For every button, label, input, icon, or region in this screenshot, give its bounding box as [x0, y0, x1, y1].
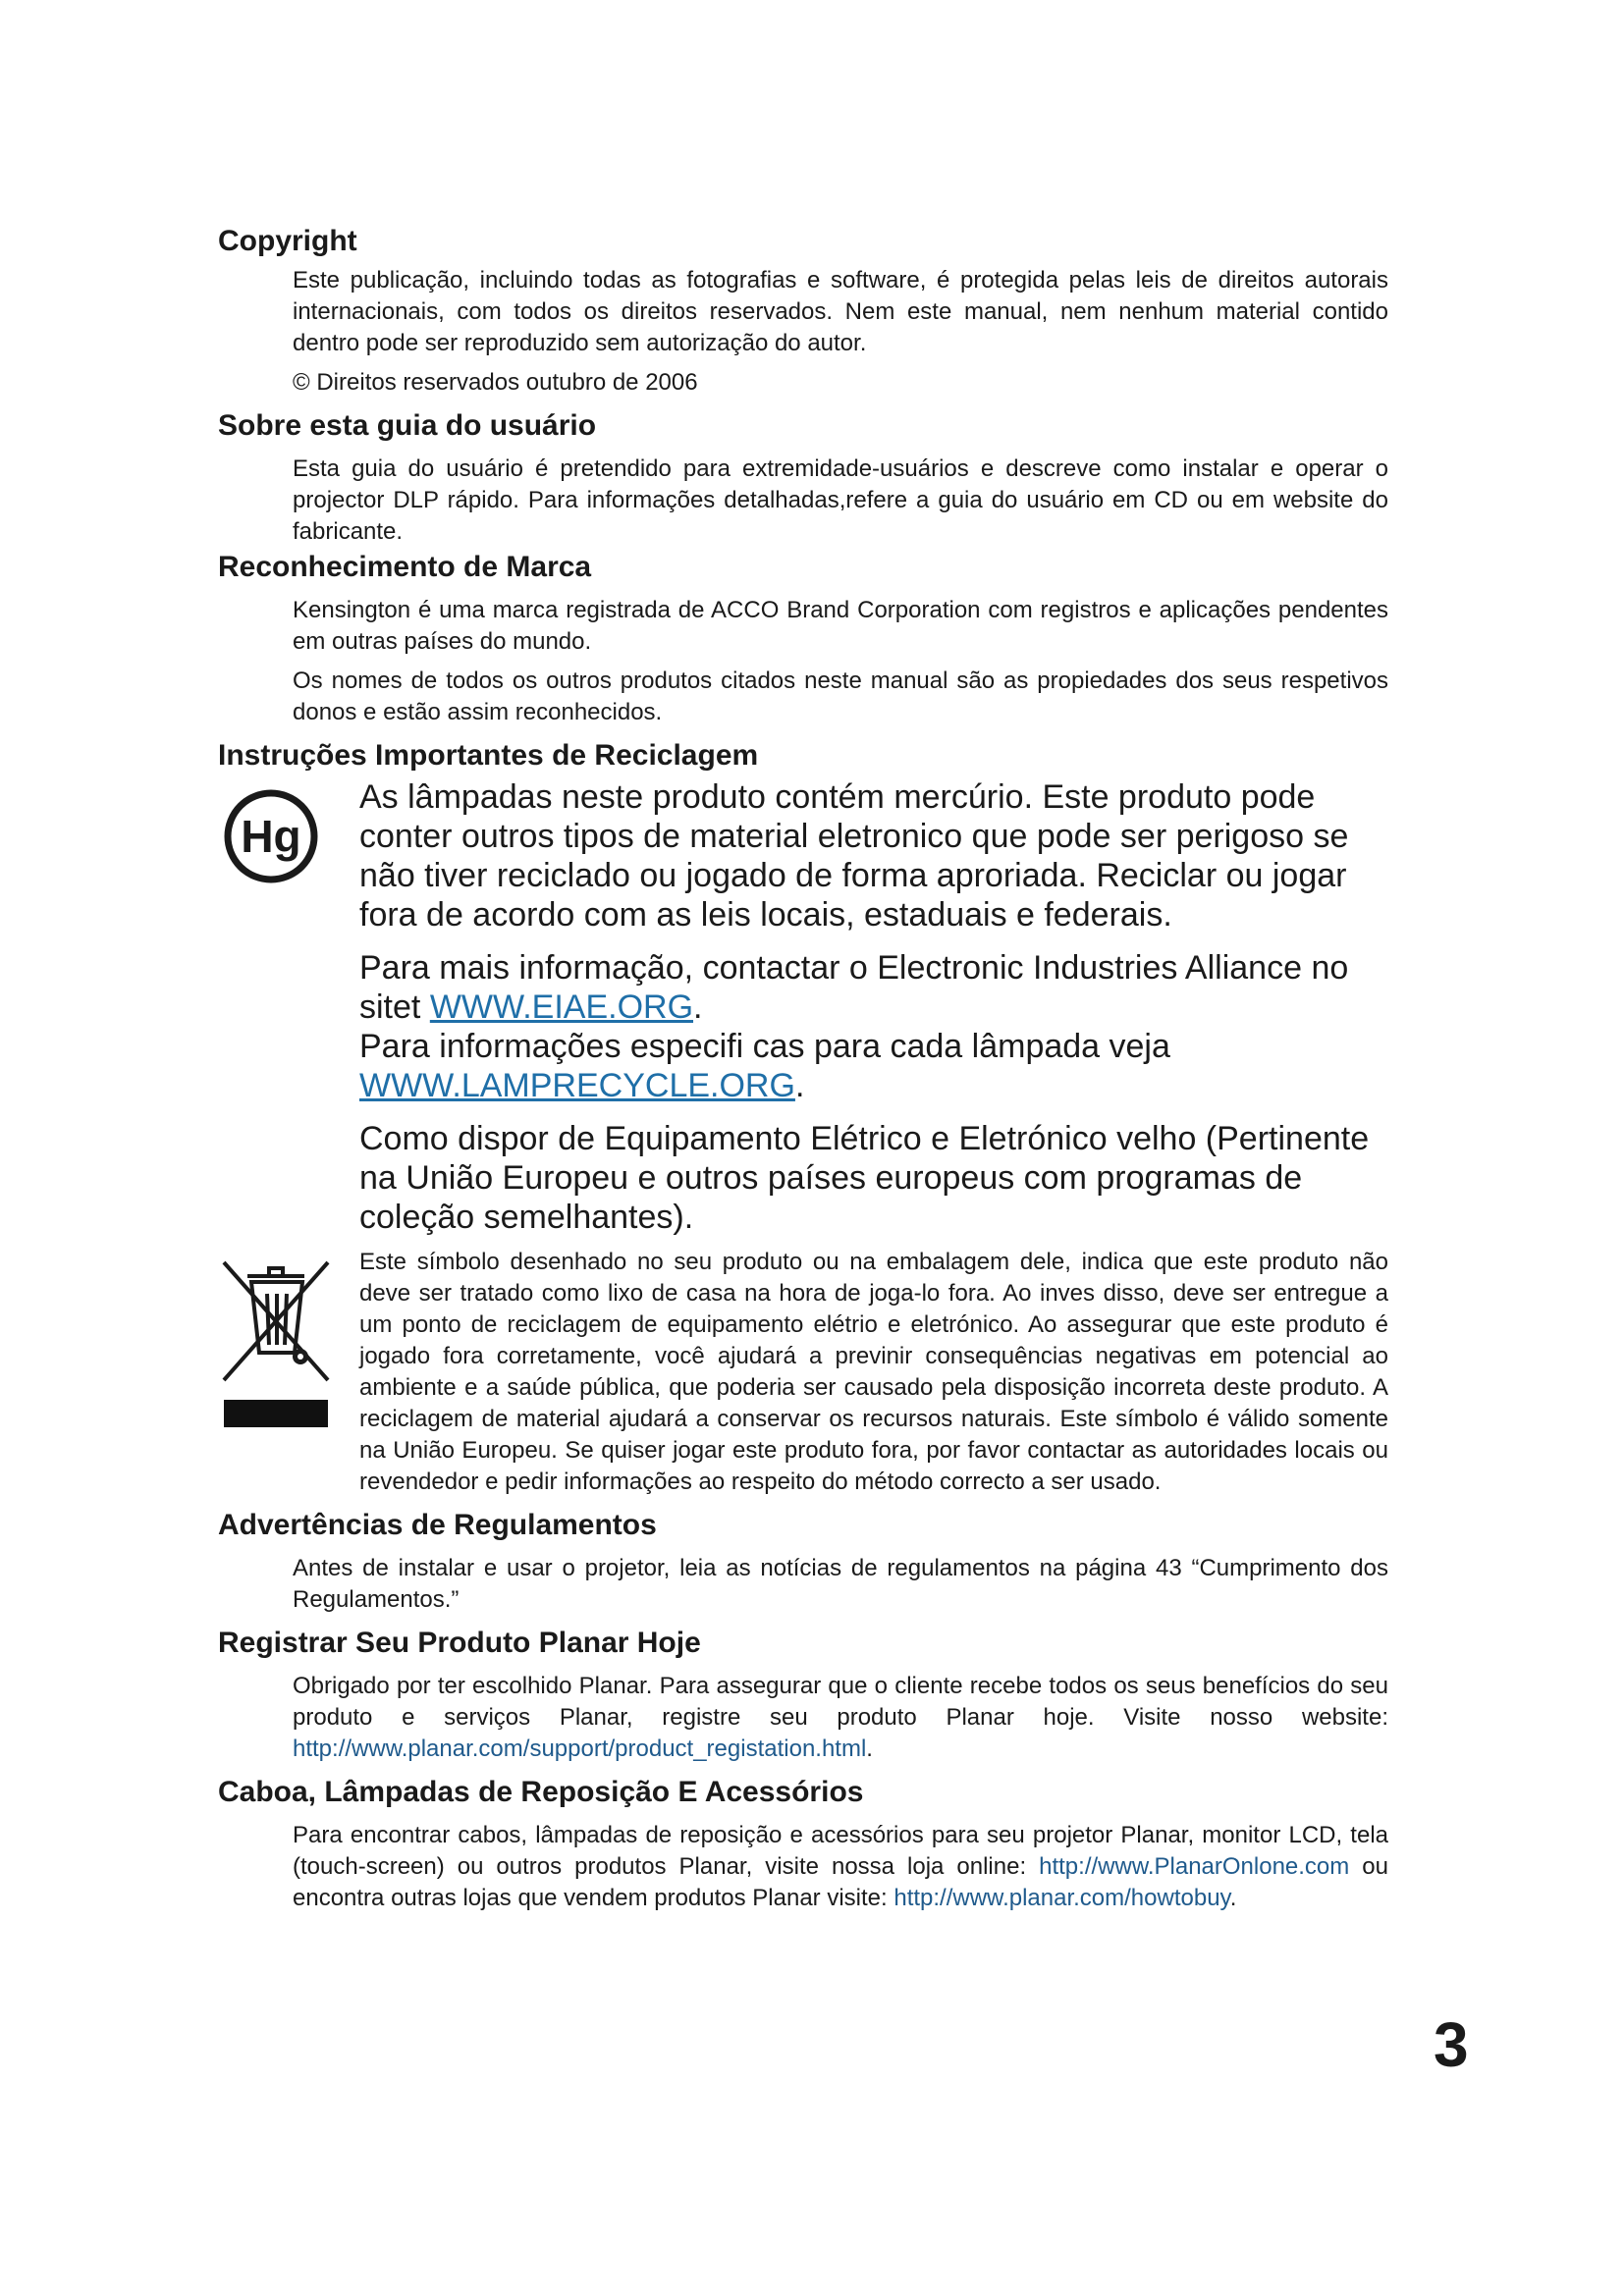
- eiae-link[interactable]: WWW.EIAE.ORG: [429, 988, 694, 1026]
- recycling-eia-text: Para mais informação, contactar o Electronic Industries Alliance no sitet WWW.EIAE.ORG.: [359, 949, 1349, 1026]
- page-number: 3: [1434, 2009, 1469, 2080]
- heading-recycling: Instruções Importantes de Reciclagem: [218, 739, 759, 772]
- heading-copyright: Copyright: [218, 225, 357, 257]
- section-copyright: [218, 222, 1388, 399]
- recycling-mercury-text: As lâmpadas neste produto contém mercúrio. Este produto pode conter outros tipos de material eletronico que pode ser perigoso se não tiver reciclado ou jogado de forma aproriada. Reciclar ou jogar fora de acordo com as leis locais, estaduais e federais.: [359, 778, 1349, 934]
- regulatory-text: Antes de instalar e usar o projetor, leia as notícias de regulamentos na página 43 “Cumprimento dos Regulamentos.”: [293, 1555, 1388, 1613]
- heading-guide: Sobre esta guia do usuário: [218, 409, 597, 442]
- recycling-weee-heading: Como dispor de Equipamento Elétrico e Eletrónico velho (Pertinente na União Europeu e outros países europeus com programas de coleção semelhantes).: [359, 1120, 1370, 1236]
- copyright-date: © Direitos reservados outubro de 2006: [293, 369, 698, 396]
- mercury-hg-icon: [222, 787, 320, 885]
- planaronlone-link[interactable]: http://www.PlanarOnlone.com: [1039, 1853, 1350, 1880]
- weee-crossed-bin-icon: [218, 1255, 336, 1429]
- accessories-text: Para encontrar cabos, lâmpadas de reposição e acessórios para seu projetor Planar, monitor LCD, tela (touch-screen) ou outros produtos Planar, visite nossa loja online: http://www.PlanarOnlone.com ou encontra outras lojas que vendem produtos Planar visite: http://www.planar.com/howtobuy.: [293, 1822, 1388, 1911]
- heading-accessories: Caboa, Lâmpadas de Reposição E Acessórios: [218, 1776, 864, 1808]
- trademark-text-2: Os nomes de todos os outros produtos citados neste manual são as propiedades dos seus respetivos donos e estão assim reconhecidos.: [293, 667, 1388, 725]
- product-registration-link[interactable]: http://www.planar.com/support/product_registation.html: [293, 1735, 867, 1762]
- section-accessories: [218, 1773, 1388, 1914]
- trademark-text-1: Kensington é uma marca registrada de ACCO Brand Corporation com registros e aplicações pendentes em outras países do mundo.: [293, 597, 1388, 655]
- section-guide: [218, 406, 1388, 548]
- guide-text: Esta guia do usuário é pretendido para extremidade-usuários e descreve como instalar e operar o projector DLP rápido. Para informações detalhadas,refere a guia do usuário em CD ou em website do fabricante.: [293, 455, 1388, 545]
- section-trademark: [218, 548, 1388, 728]
- heading-register: Registrar Seu Produto Planar Hoje: [218, 1627, 701, 1659]
- document-page: [218, 222, 1388, 1914]
- svg-text:Hg: Hg: [241, 811, 301, 862]
- heading-trademark: Reconhecimento de Marca: [218, 551, 592, 583]
- section-regulatory: [218, 1506, 1388, 1616]
- section-recycling: [218, 736, 1388, 1498]
- copyright-text: Este publicação, incluindo todas as fotografias e software, é protegida pelas leis de direitos autorais internacionais, com todos os direitos reservados. Nem este manual, nem nenhum material contido dentro pode ser reproduzido sem autorização do autor.: [293, 267, 1388, 356]
- howtobuy-link[interactable]: http://www.planar.com/howtobuy: [893, 1885, 1230, 1911]
- heading-regulatory: Advertências de Regulamentos: [218, 1509, 657, 1541]
- lamprecycle-link[interactable]: WWW.LAMPRECYCLE.ORG: [359, 1067, 795, 1104]
- register-text: Obrigado por ter escolhido Planar. Para assegurar que o cliente recebe todos os seus benefícios do seu produto e serviços Planar, registre seu produto Planar hoje. Visite nosso website: http://www.planar.com/support/product_registation.html.: [293, 1673, 1388, 1762]
- recycling-lamp-text: Para informações especifi cas para cada lâmpada veja WWW.LAMPRECYCLE.ORG.: [359, 1028, 1170, 1104]
- section-register: [218, 1624, 1388, 1765]
- recycling-weee-text: Este símbolo desenhado no seu produto ou na embalagem dele, indica que este produto não deve ser tratado como lixo de casa na hora de joga-lo fora. Ao inves disso, deve ser entregue a um ponto de reciclagem de equipamento elétrio e eletrónico. Ao assegurar que este produto é jogado fora corretamente, você ajudará a previnir consequências negativas em potencial ao ambiente e a saúde pública, que poderia ser causado pela disposição incorreta deste produto. A reciclagem de material ajudará a conservar os recursos naturais. Este símbolo é válido somente na União Europeu. Se quiser jogar este produto fora, por favor contactar as autoridades locais ou revendedor e pedir informações ao respeito do método correcto a ser usado.: [359, 1249, 1388, 1495]
